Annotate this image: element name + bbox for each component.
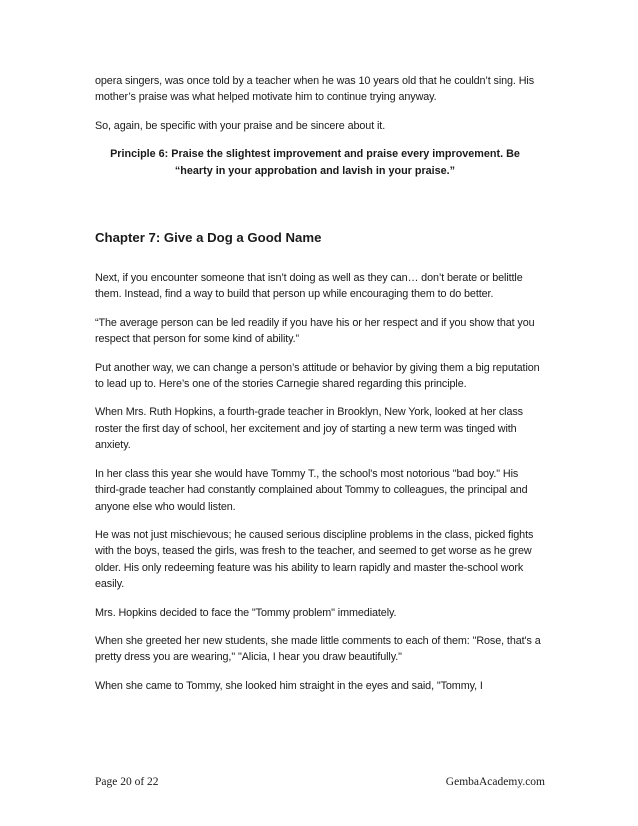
paragraph-advice: So, again, be specific with your praise and be sincere about it. — [95, 119, 386, 132]
chapter-heading: Chapter 7: Give a Dog a Good Name — [95, 230, 322, 246]
body-paragraph: In her class this year she would have Tommy T., the school's most notorious "bad boy." His third-grade teacher had constantly complained about Tommy to colleagues, the principal and anyone else who would listen. — [95, 467, 528, 513]
page-body — [95, 73, 545, 706]
body-paragraph: He was not just mischievous; he caused serious discipline problems in the class, picked fights with the boys, teased the girls, was fresh to the teacher, and seemed to get worse as he grew older. His only redeeming feature was his ability to learn rapidly and master the-school work easily. — [95, 528, 534, 591]
principle-callout — [95, 146, 545, 179]
body-paragraph: When Mrs. Ruth Hopkins, a fourth-grade teacher in Brooklyn, New York, looked at her class roster the first day of school, her excitement and joy of starting a new term was tinged with anxiety. — [95, 406, 523, 452]
footer-site-name: GembaAcademy.com — [445, 776, 545, 788]
quote-paragraph: “The average person can be led readily if you have his or her respect and if you show that you respect that person for some kind of ability.” — [95, 316, 535, 346]
principle-line-1: Principle 6: Praise the slightest improvement and praise every improvement. Be — [110, 148, 520, 161]
body-paragraph: When she greeted her new students, she made little comments to each of them: "Rose, that's a pretty dress you are wearing," "Alicia, I hear you draw beautifully." — [95, 634, 541, 664]
body-paragraph: Put another way, we can change a person’s attitude or behavior by giving them a big reputation to lead up to. Here’s one of the stories Carnegie shared regarding this principle. — [95, 361, 540, 391]
body-paragraph: Mrs. Hopkins decided to face the "Tommy problem" immediately. — [95, 606, 397, 619]
body-paragraph: Next, if you encounter someone that isn’t doing as well as they can… don’t berate or belittle them. Instead, find a way to build that person up while encouraging them to do better. — [95, 272, 523, 301]
principle-line-2: “hearty in your approbation and lavish in your praise.” — [174, 164, 456, 177]
paragraph-continuation: opera singers, was once told by a teacher when he was 10 years old that he couldn’t sing. His mother’s praise was what helped motivate him to continue trying anyway. — [95, 75, 535, 104]
page-number: Page 20 of 22 — [95, 776, 159, 788]
body-paragraph: When she came to Tommy, she looked him straight in the eyes and said, "Tommy, I — [95, 679, 483, 692]
